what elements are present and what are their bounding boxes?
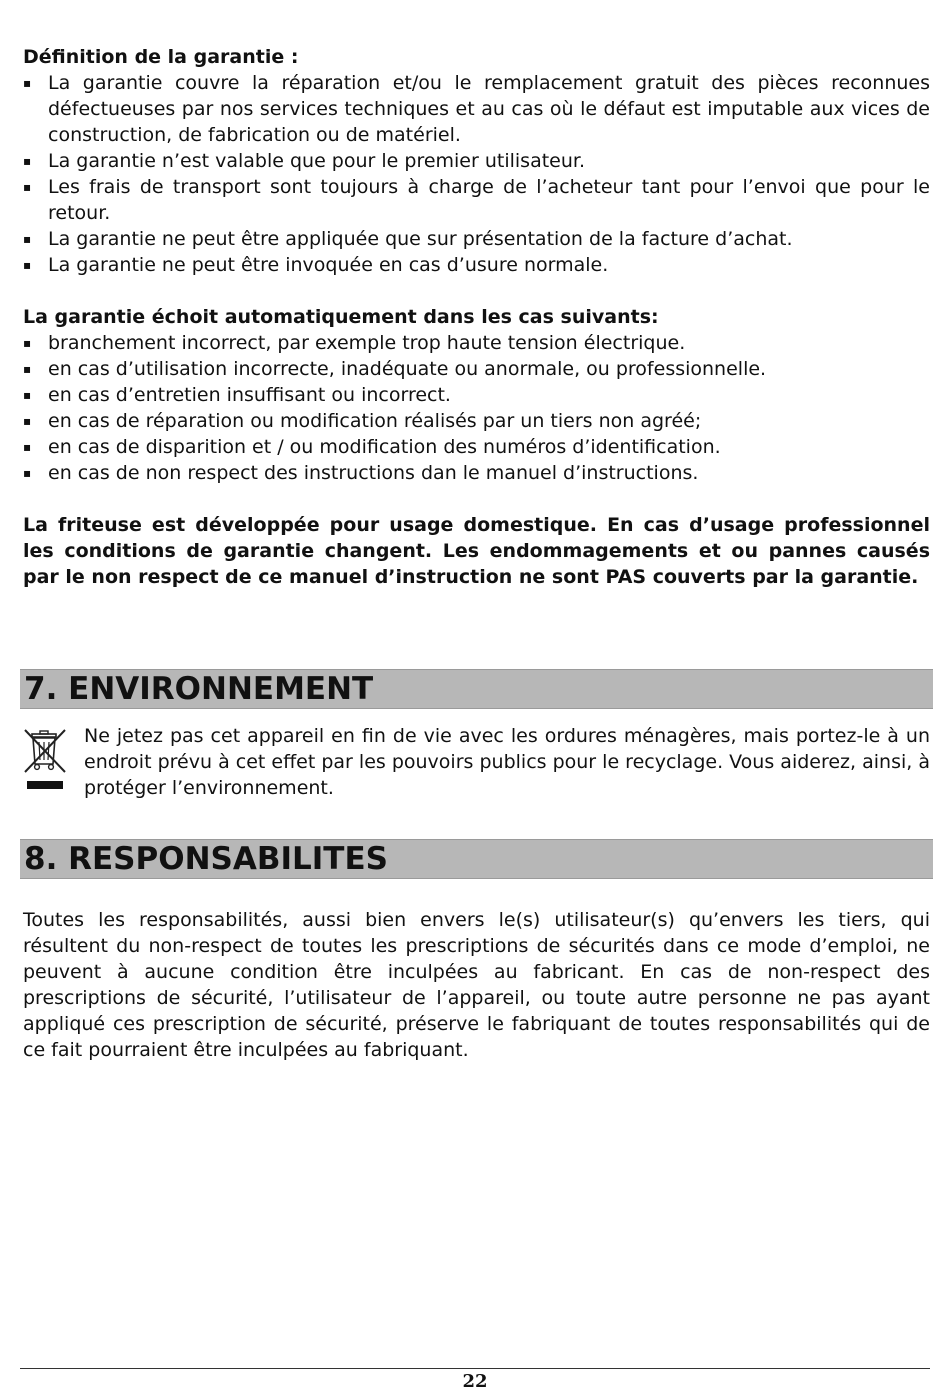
warranty-definition-heading: Définition de la garantie :	[23, 46, 299, 68]
spacer	[23, 486, 930, 512]
bullet-icon: ▪	[23, 336, 32, 350]
bullet-icon: ▪	[23, 154, 32, 168]
spacer	[23, 278, 930, 304]
list-item	[23, 434, 930, 460]
list-item-text: La garantie ne peut être appliquée que sur présentation de la facture d’achat.	[48, 228, 793, 250]
environment-text: Ne jetez pas cet appareil en fin de vie avec les ordures ménagères, mais portez-le à un endroit prévu à cet effet par les pouvoirs publics pour le recyclage. Vous aiderez, ainsi, à protéger l’environnement.	[84, 725, 930, 799]
bullet-icon: ▪	[23, 180, 32, 194]
environment-block	[23, 723, 930, 801]
list-item	[23, 252, 930, 278]
bullet-icon: ▪	[23, 76, 32, 90]
list-item	[23, 382, 930, 408]
list-item-text: La garantie ne peut être invoquée en cas d’usure normale.	[48, 254, 609, 276]
list-item	[23, 70, 930, 148]
list-item	[23, 330, 930, 356]
warranty-definition-list	[23, 70, 930, 278]
section-title-responsibilities: 8. RESPONSABILITES	[24, 841, 388, 877]
section-header-environment	[20, 669, 933, 709]
list-item-text: en cas de disparition et / ou modification des numéros d’identification.	[48, 436, 721, 458]
list-item	[23, 356, 930, 382]
warranty-void-list	[23, 330, 930, 486]
bullet-icon: ▪	[23, 414, 32, 428]
list-item-text: La garantie n’est valable que pour le premier utilisateur.	[48, 150, 586, 172]
list-item	[23, 226, 930, 252]
list-item-text: branchement incorrect, par exemple trop haute tension électrique.	[48, 332, 686, 354]
list-item	[23, 408, 930, 434]
list-item	[23, 460, 930, 486]
responsibilities-text: Toutes les responsabilités, aussi bien envers le(s) utilisateur(s) qu’envers les tiers, qui résultent du non-respect de toutes les prescriptions de sécurités dans ce mode d’emploi, ne peuvent à aucune condition être inculpées au fabricant. En cas de non-respect des prescriptions de sécurité, l’utilisateur de l’appareil, ou toute autre personne ne pas ayant appliqué ces prescription de sécurité, préserve le fabriquant de toutes responsabilités qui de ce fait pourraient être inculpées au fabriquant.	[23, 909, 930, 1061]
list-item	[23, 174, 930, 226]
bullet-icon: ▪	[23, 466, 32, 480]
section-title-environment: 7. ENVIRONNEMENT	[24, 671, 374, 707]
bullet-icon: ▪	[23, 232, 32, 246]
bullet-icon: ▪	[23, 388, 32, 402]
bullet-icon: ▪	[23, 440, 32, 454]
footer-divider	[20, 1368, 930, 1369]
list-item-text: en cas d’entretien insuffisant ou incorrect.	[48, 384, 451, 406]
list-item	[23, 148, 930, 174]
warranty-void-heading: La garantie échoit automatiquement dans les cas suivants:	[23, 306, 659, 328]
list-item-text: en cas de non respect des instructions dan le manuel d’instructions.	[48, 462, 699, 484]
bullet-icon: ▪	[23, 362, 32, 376]
section-header-responsibilities	[20, 839, 933, 879]
list-item-text: La garantie couvre la réparation et/ou le remplacement gratuit des pièces reconnues défectueuses par nos services techniques et au cas où le défaut est imputable aux vices de construction, de fabrication ou de matériel.	[48, 72, 930, 146]
domestic-use-notice: La friteuse est développée pour usage domestique. En cas d’usage professionnel les conditions de garantie changent. Les endommagements et ou pannes causés par le non respect de ce manuel d’instruction ne sont PAS couverts par la garantie.	[23, 514, 930, 588]
page-number: 22	[462, 1371, 488, 1392]
warranty-content	[23, 44, 930, 590]
bullet-icon: ▪	[23, 258, 32, 272]
crossed-out-wheelie-bin-icon	[23, 728, 67, 790]
list-item-text: en cas d’utilisation incorrecte, inadéquate ou anormale, ou professionnelle.	[48, 358, 767, 380]
list-item-text: en cas de réparation ou modification réalisés par un tiers non agréé;	[48, 410, 702, 432]
list-item-text: Les frais de transport sont toujours à charge de l’acheteur tant pour l’envoi que pour le retour.	[48, 176, 930, 224]
